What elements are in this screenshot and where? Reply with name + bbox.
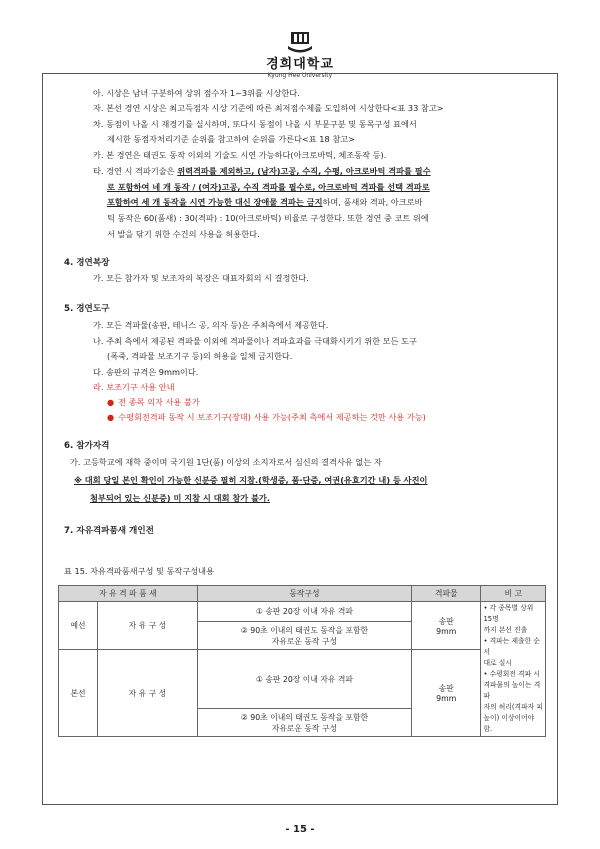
remark-line: 높이) 이상이어야 함. [483,714,535,733]
material-name: 송판 [438,684,454,693]
remark-line: • 수평회전 격파 시 [483,670,540,678]
type-cell: 자 유 구 성 [97,602,197,650]
header-material: 격파물 [412,586,481,602]
header-composition: 동작구성 [197,586,411,602]
section-5-bullet-1 [107,396,200,409]
university-logo [255,30,345,79]
remark-line: • 각 종목별 상위 15명 [483,604,534,623]
section-5-ga: 가. 모든 격파물(송판, 테니스 공, 의자 등)은 주최측에서 제공한다. [93,320,329,330]
composition-cell: ① 송판 20장 이내 자유 격파 [197,650,411,709]
section-6-ga: 가. 고등학교에 재학 중이며 국기원 1단(품) 이상의 소지자로서 심신의 결격사유 없는 자 [70,457,382,467]
composition-line: 자유로운 동작 구성 [271,636,338,646]
composition-line: ② 90초 이내의 태권도 동작을 포함한 [240,625,369,635]
section-5-na-line1: 나. 주최 측에서 제공된 격파물 이외에 격파물이나 격파효과를 극대화시키기 위한 모든 도구 [93,336,417,346]
free-breaking-poomsae-table [58,585,546,737]
university-emblem-icon [287,30,313,54]
material-name: 송판 [438,616,454,626]
section-5-bullet-2 [107,411,426,424]
table-caption: 표 15. 자유격파품새구성 및 동작구성내용 [64,566,214,576]
rule-ta-emphasis-2: 포함하여 세 개 동작을 시연 가능한 대신 장애물 격파는 금지 [107,197,323,207]
rule-ta-prefix: 타. 경연 시 격파기술은 [93,166,178,176]
remarks-cell [481,602,546,737]
remark-line: 대로 실시 [483,659,512,667]
bullet-text: 수평회전격파 동작 시 보조기구(장대) 사용 가능(주최 측에서 제공하는 것만 사용 가능) [118,412,426,422]
logo-korean-name: 경희대학교 [266,57,334,72]
section-4-ga: 가. 모든 참가자 및 보조자의 복장은 대표자회의 시 결정한다. [93,273,309,283]
section-6-note-line2: 첨부되어 있는 신분증) 미 지참 시 대회 참가 불가. [90,493,270,503]
rule-cha-line2: 제시한 동점자처리기준 순위를 참고하여 순위를 가른다<표 18 참고> [107,134,355,144]
logo-english-name: Kyung Hee University [267,72,333,79]
rule-ta-line2: 로 포함하여 네 개 동작 / (여자)고공, 수직 격파를 필수로, 아크로바틱 격파를 선택 격파로 [107,182,430,192]
header-remarks: 비 고 [481,586,546,602]
remark-line: • 격파는 제출한 순서 [483,637,540,656]
section-7-title: 7. 자유격파품새 개인전 [64,526,154,536]
rule-ja: 자. 본선 경연 시상은 최고득점자 시상 기준에 따른 최저점수제를 도입하여 시상한다<표 33 참고> [93,103,444,113]
section-5-title: 5. 경연도구 [64,304,110,314]
type-cell: 자 유 구 성 [97,650,197,737]
bullet-text: 전 종목 의자 사용 불가 [118,397,200,407]
table-row [59,602,546,622]
rule-ta-line3 [107,196,423,209]
round-cell: 본선 [59,650,98,737]
section-5-da: 다. 송판의 규격은 9mm이다. [93,367,199,377]
rule-ta-line4: 틱 동작은 60(품새) : 30(격파) : 10(아크로바틱) 비율로 구성한다. 또한 경연 중 코트 위에 [107,213,429,223]
remark-line: 자의 허리(격파자 피 [483,703,543,711]
section-6-title: 6. 참가자격 [64,441,110,451]
composition-line: 자유로운 동작 구성 [271,723,338,733]
section-5-ra: 라. 보조기구 사용 안내 [93,382,175,392]
table-row [59,650,546,709]
composition-line: ② 90초 이내의 태권도 동작을 포함한 [240,712,369,722]
composition-cell [197,622,411,650]
page-number: - 15 - [285,824,315,835]
bullet-icon: ● [107,412,115,422]
material-size: 9mm [436,626,457,636]
material-size: 9mm [436,694,457,703]
remark-line: 격파물의 높이는 격파 [483,681,541,700]
rule-cha-line1: 차. 동점이 나올 시 재경기를 실시하며, 또다시 동점이 나올 시 부문구분 및 동목구성 표에서 [93,119,417,129]
section-5-na-line2: (폭죽, 격파물 보조기구 등)의 허용을 일체 금지한다. [107,351,293,361]
section-4-title: 4. 경연복장 [64,258,110,268]
bullet-icon: ● [107,397,115,407]
rule-ta-line5: 서 발을 닦기 위한 수건의 사용을 허용한다. [107,229,260,239]
remark-line: 까지 본선 진출 [483,626,528,634]
rule-a: 아. 시상은 남녀 구분하여 상위 점수자 1~3위를 시상한다. [93,88,300,98]
composition-cell: ① 송판 20장 이내 자유 격파 [197,602,411,622]
rule-ta-suffix: 하며, 품새와 격파, 아크로바 [322,197,423,207]
header-poomsae: 자 유 격 파 품 새 [59,586,198,602]
rule-ta-line1 [93,165,431,178]
rule-ka: 카. 본 경연은 태권도 동작 이외의 기술도 시연 가능하다(아크로바틱, 체조동작 등). [93,150,387,160]
round-cell: 예선 [59,602,98,650]
material-cell [412,650,481,737]
rule-ta-emphasis: 위력격파를 제외하고, (남자)고공, 수직, 수평, 아크로바틱 격파를 필수 [177,166,431,176]
section-6-note-line1: ※ 대회 당일 본인 확인이 가능한 신분증 필히 지참.(학생증, 품·단증, 여권(유효기간 내) 등 사진이 [74,475,428,485]
material-cell [412,602,481,650]
composition-cell [197,709,411,737]
table-header-row [59,586,546,602]
